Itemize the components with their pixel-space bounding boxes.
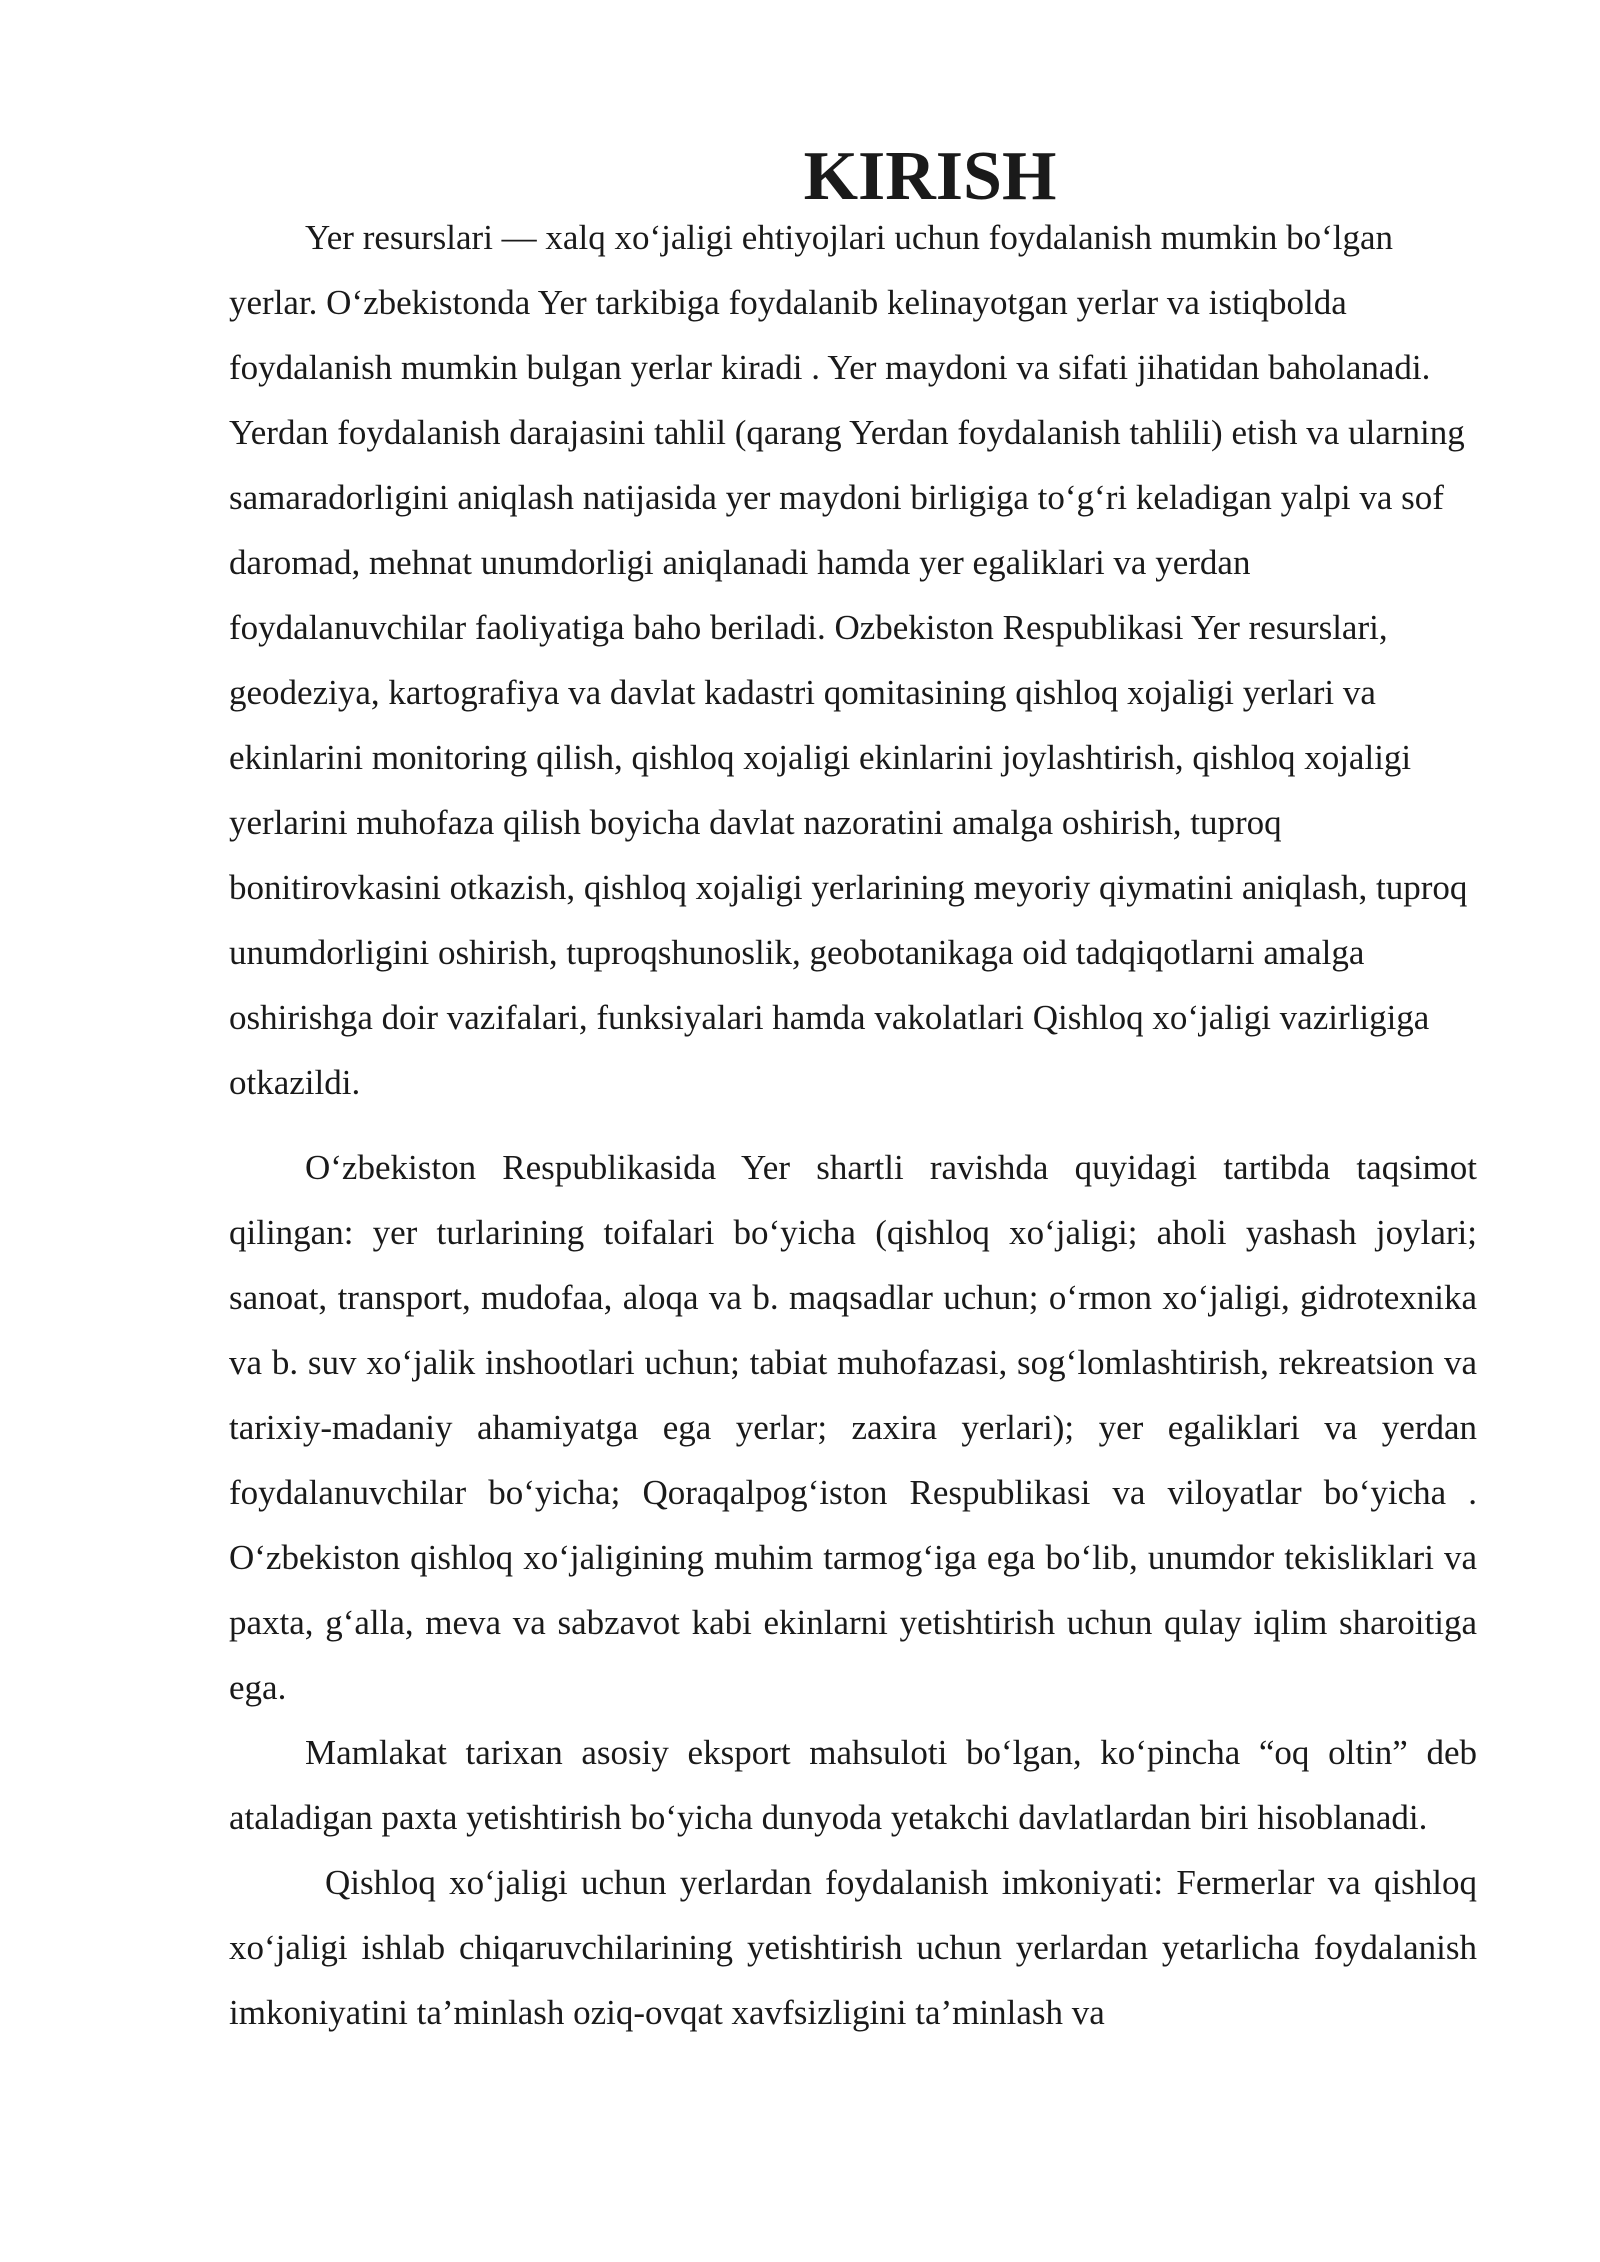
paragraph-1: Yer resurslari — xalq xo‘jaligi ehtiyojlari uchun foydalanish mumkin bo‘lgan yerlar. O‘zbekistonda Yer tarkibiga foydalanib kelinayotgan yerlar va istiqbolda foydalanish mumkin bulgan yerlar kiradi . Yer maydoni va sifati jihatidan baholanadi. Yerdan foydalanish darajasini tahlil (qarang Yerdan foydalanish tahlili) etish va ularning samaradorligini aniqlash natijasida yer maydoni birligiga to‘g‘ri keladigan yalpi va sof daromad, mehnat unumdorligi aniqlanadi hamda yer egaliklari va yerdan foydalanuvchilar faoliyatiga baho beriladi. Ozbekiston Respublikasi Yer resurslari, geodeziya, kartografiya va davlat kadastri qomitasining qishloq xojaligi yerlari va ekinlarini monitoring qilish, qishloq xojaligi ekinlarini joylashtirish, qishloq xojaligi yerlarini muhofaza qilish boyicha davlat nazoratini amalga oshirish, tuproq bonitirovkasini otkazish, qishloq xojaligi yerlarining meyoriy qiymatini aniqlash, tuproq unumdorligini oshirish, tuproqshunoslik, geobotanikaga oid tadqiqotlarni amalga oshirishga doir vazifalari, funksiyalari hamda vakolatlari Qishloq xo‘jaligi vazirligiga otkazildi.	[229, 218, 1468, 1102]
document-body	[229, 138, 1477, 2045]
paragraph-4: Qishloq xo‘jaligi uchun yerlardan foydalanish imkoniyati: Fermerlar va qishloq xo‘jaligi ishlab chiqaruvchilarining yetishtirish uchun yerlardan yetarlicha foydalanish imkoniyatini ta’minlash oziq-ovqat xavfsizligini ta’minlash va	[229, 1863, 1477, 2032]
document-title: KIRISH	[803, 138, 1057, 215]
paragraph-3: Mamlakat tarixan asosiy eksport mahsuloti bo‘lgan, ko‘pincha “oq oltin” deb ataladigan paxta yetishtirish bo‘yicha dunyoda yetakchi davlatlardan biri hisoblanadi.	[229, 1733, 1477, 1837]
paragraph-2: O‘zbekiston Respublikasida Yer shartli ravishda quyidagi tartibda taqsimot qilingan: yer turlarining toifalari bo‘yicha (qishloq xo‘jaligi; aholi yashash joylari; sanoat, transport, mudofaa, aloqa va b. maqsadlar uchun; o‘rmon xo‘jaligi, gidrotexnika va b. suv xo‘jalik inshootlari uchun; tabiat muhofazasi, sog‘lomlashtirish, rekreatsion va tarixiy-madaniy ahamiyatga ega yerlar; zaxira yerlari); yer egaliklari va yerdan foydalanuvchilar bo‘yicha; Qoraqalpog‘iston Respublikasi va viloyatlar bo‘yicha . O‘zbekiston qishloq xo‘jaligining muhim tarmog‘iga ega bo‘lib, unumdor tekisliklari va paxta, g‘alla, meva va sabzavot kabi ekinlarni yetishtirish uchun qulay iqlim sharoitiga ega.	[229, 1148, 1477, 1707]
paragraph-spacer	[229, 1115, 1477, 1135]
